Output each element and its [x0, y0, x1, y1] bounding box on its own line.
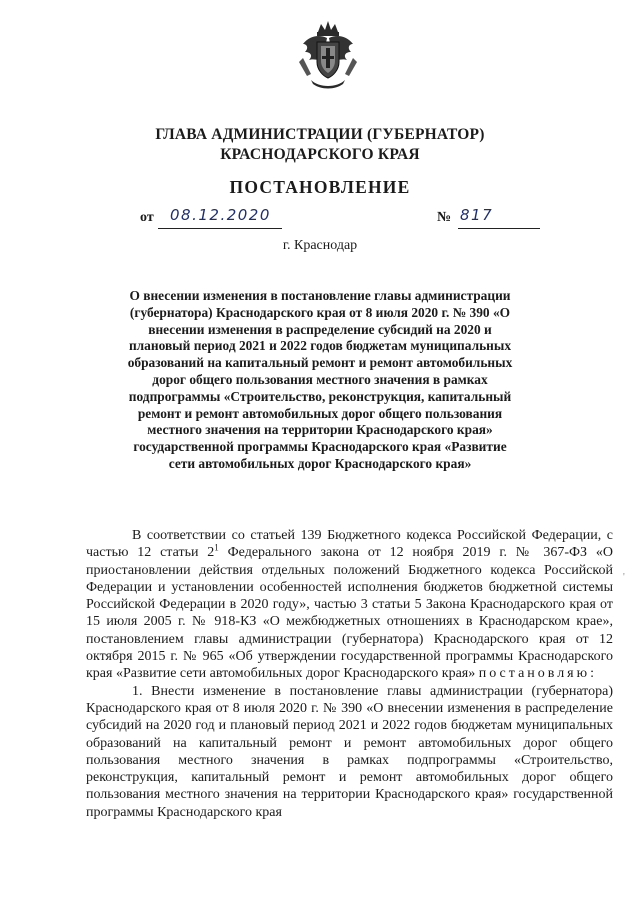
margin-mark: ' [623, 572, 625, 583]
document-body [86, 527, 613, 821]
paragraph-item-1: 1. Внести изменение в постановление главы администрации (губернатора) Краснодарского края от 8 июля 2020 г. № 390 «О внесении изменения в распределение субсидий на 2020 год и плановый период 2021 и 2022 годов бюджетам муниципальных образований на капитальный ремонт и ремонт автомобильных дорог общего пользования местного значения в рамках подпрограммы «Строительство, реконструкция, капитальный ремонт и ремонт автомобильных дорог общего пользования местного значения на территории Краснодарского края» государственной программы Краснодарского края [86, 683, 613, 820]
number-value: 817 [460, 206, 494, 224]
issuer-line-2: КРАСНОДАРСКОГО КРАЯ [220, 146, 420, 163]
issuer-line-1: ГЛАВА АДМИНИСТРАЦИИ (ГУБЕРНАТОР) [155, 126, 485, 143]
article-superscript: 1 [214, 542, 219, 553]
preamble-part-2: Федерального закона от 12 ноября 2019 г. № 367-ФЗ «О приостановлении действия отдельных положений Бюджетного кодекса Российской Федерации и установлении особенностей исполнения бюджетов бюджетной системы Российской Федерации в 2020 году», частью 3 статьи 5 Закона Краснодарского края от 15 июля 2005 г. № 918-КЗ «О межбюджетных отношениях в Краснодарском крае», постановлением главы администрации (губернатора) Краснодарского края от 12 октября 2015 г. № 965 «Об утверждении государственной программы Краснодарского края «Развитие сети автомобильных дорог Краснодарского края» [86, 545, 614, 682]
date-underline [158, 228, 282, 229]
number-underline [458, 228, 540, 229]
document-subject: О внесении изменения в постановление главы администрации (губернатора) Краснодарского края от 8 июля 2020 г. № 390 «О внесении изменения в распределение субсидий на 2020 и плановый период 2021 и 2022 годов бюджетам муниципальных образований на капитальный ремонт и ремонт автомобильных дорог общего пользования местного значения в рамках подпрограммы «Строительство, реконструкция, капитальный ремонт и ремонт автомобильных дорог общего пользования местного значения на территории Краснодарского края» государственной программы Краснодарского края «Развитие сети автомобильных дорог Краснодарского края» [127, 288, 513, 471]
date-number-line [140, 206, 540, 232]
issuer-title [0, 125, 640, 165]
city: г. Краснодар [282, 238, 358, 253]
document-type: ПОСТАНОВЛЕНИЕ [229, 177, 411, 197]
decree-word: постановляю: [478, 666, 597, 682]
preamble-part-1: В соответствии со статьей 139 Бюджетного кодекса Российской Федерации, с частью 12 статьи 2 [86, 528, 613, 561]
date-value: 08.12.2020 [170, 206, 271, 224]
date-label: от [140, 210, 154, 225]
coat-of-arms-icon [297, 18, 359, 92]
number-label: № [437, 210, 452, 225]
paragraph-preamble [86, 527, 613, 683]
